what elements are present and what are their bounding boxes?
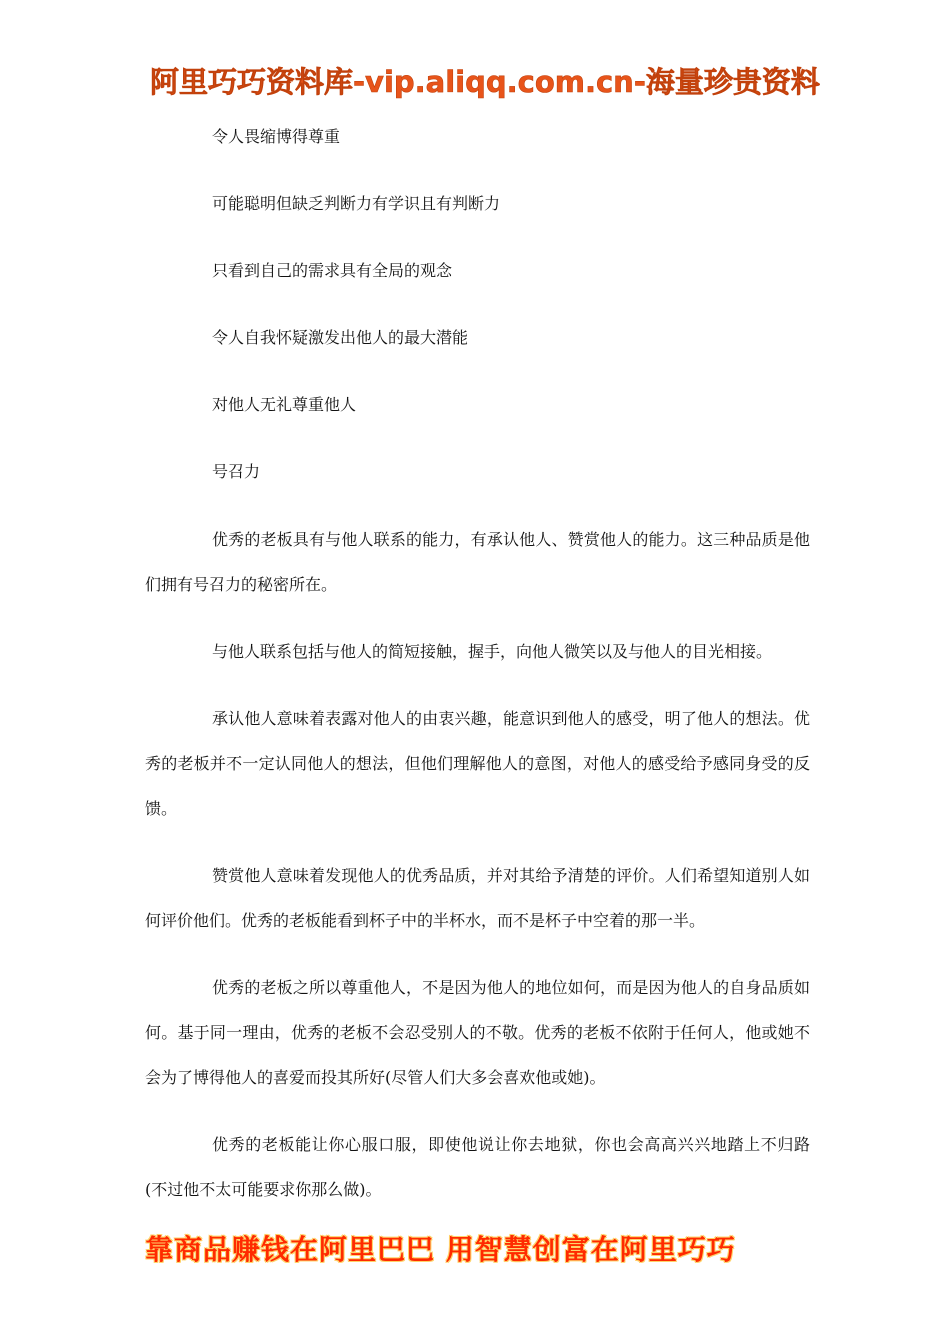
paragraph: 优秀的老板能让你心服口服，即使他说让你去地狱，你也会高高兴兴地踏上不归路(不过他不太可能要求你那么做)。 [145,1135,810,1199]
paragraph: 承认他人意味着表露对他人的由衷兴趣，能意识到他人的感受，明了他人的想法。优秀的老板并不一定认同他人的想法，但他们理解他人的意图，对他人的感受给予感同身受的反馈。 [145,709,810,818]
footer-banner: 靠商品赚钱在阿里巴巴 用智慧创富在阿里巧巧 [145,1233,736,1266]
paragraph: 与他人联系包括与他人的简短接触，握手，向他人微笑以及与他人的目光相接。 [212,642,773,661]
paragraph: 赞赏他人意味着发现他人的优秀品质，并对其给予清楚的评价。人们希望知道别人如何评价他们。优秀的老板能看到杯子中的半杯水，而不是杯子中空着的那一半。 [145,866,810,930]
header-banner: 阿里巧巧资料库-vip.aliqq.com.cn-海量珍贵资料 [150,65,820,99]
comparison-line: 对他人无礼尊重他人 [212,395,357,414]
comparison-line: 令人自我怀疑激发出他人的最大潜能 [212,328,469,347]
paragraph: 优秀的老板之所以尊重他人，不是因为他人的地位如何，而是因为他人的自身品质如何。基于同一理由，优秀的老板不会忍受别人的不敬。优秀的老板不依附于任何人，他或她不会为了博得他人的喜爱而投其所好(尽管人们大多会喜欢他或她)。 [145,978,810,1087]
comparison-line: 令人畏缩博得尊重 [212,127,341,146]
paragraph: 优秀的老板具有与他人联系的能力，有承认他人、赞赏他人的能力。这三种品质是他们拥有号召力的秘密所在。 [145,530,810,594]
comparison-line: 可能聪明但缺乏判断力有学识且有判断力 [212,194,501,213]
comparison-line: 只看到自己的需求具有全局的观念 [212,261,453,280]
section-heading: 号召力 [212,462,261,481]
